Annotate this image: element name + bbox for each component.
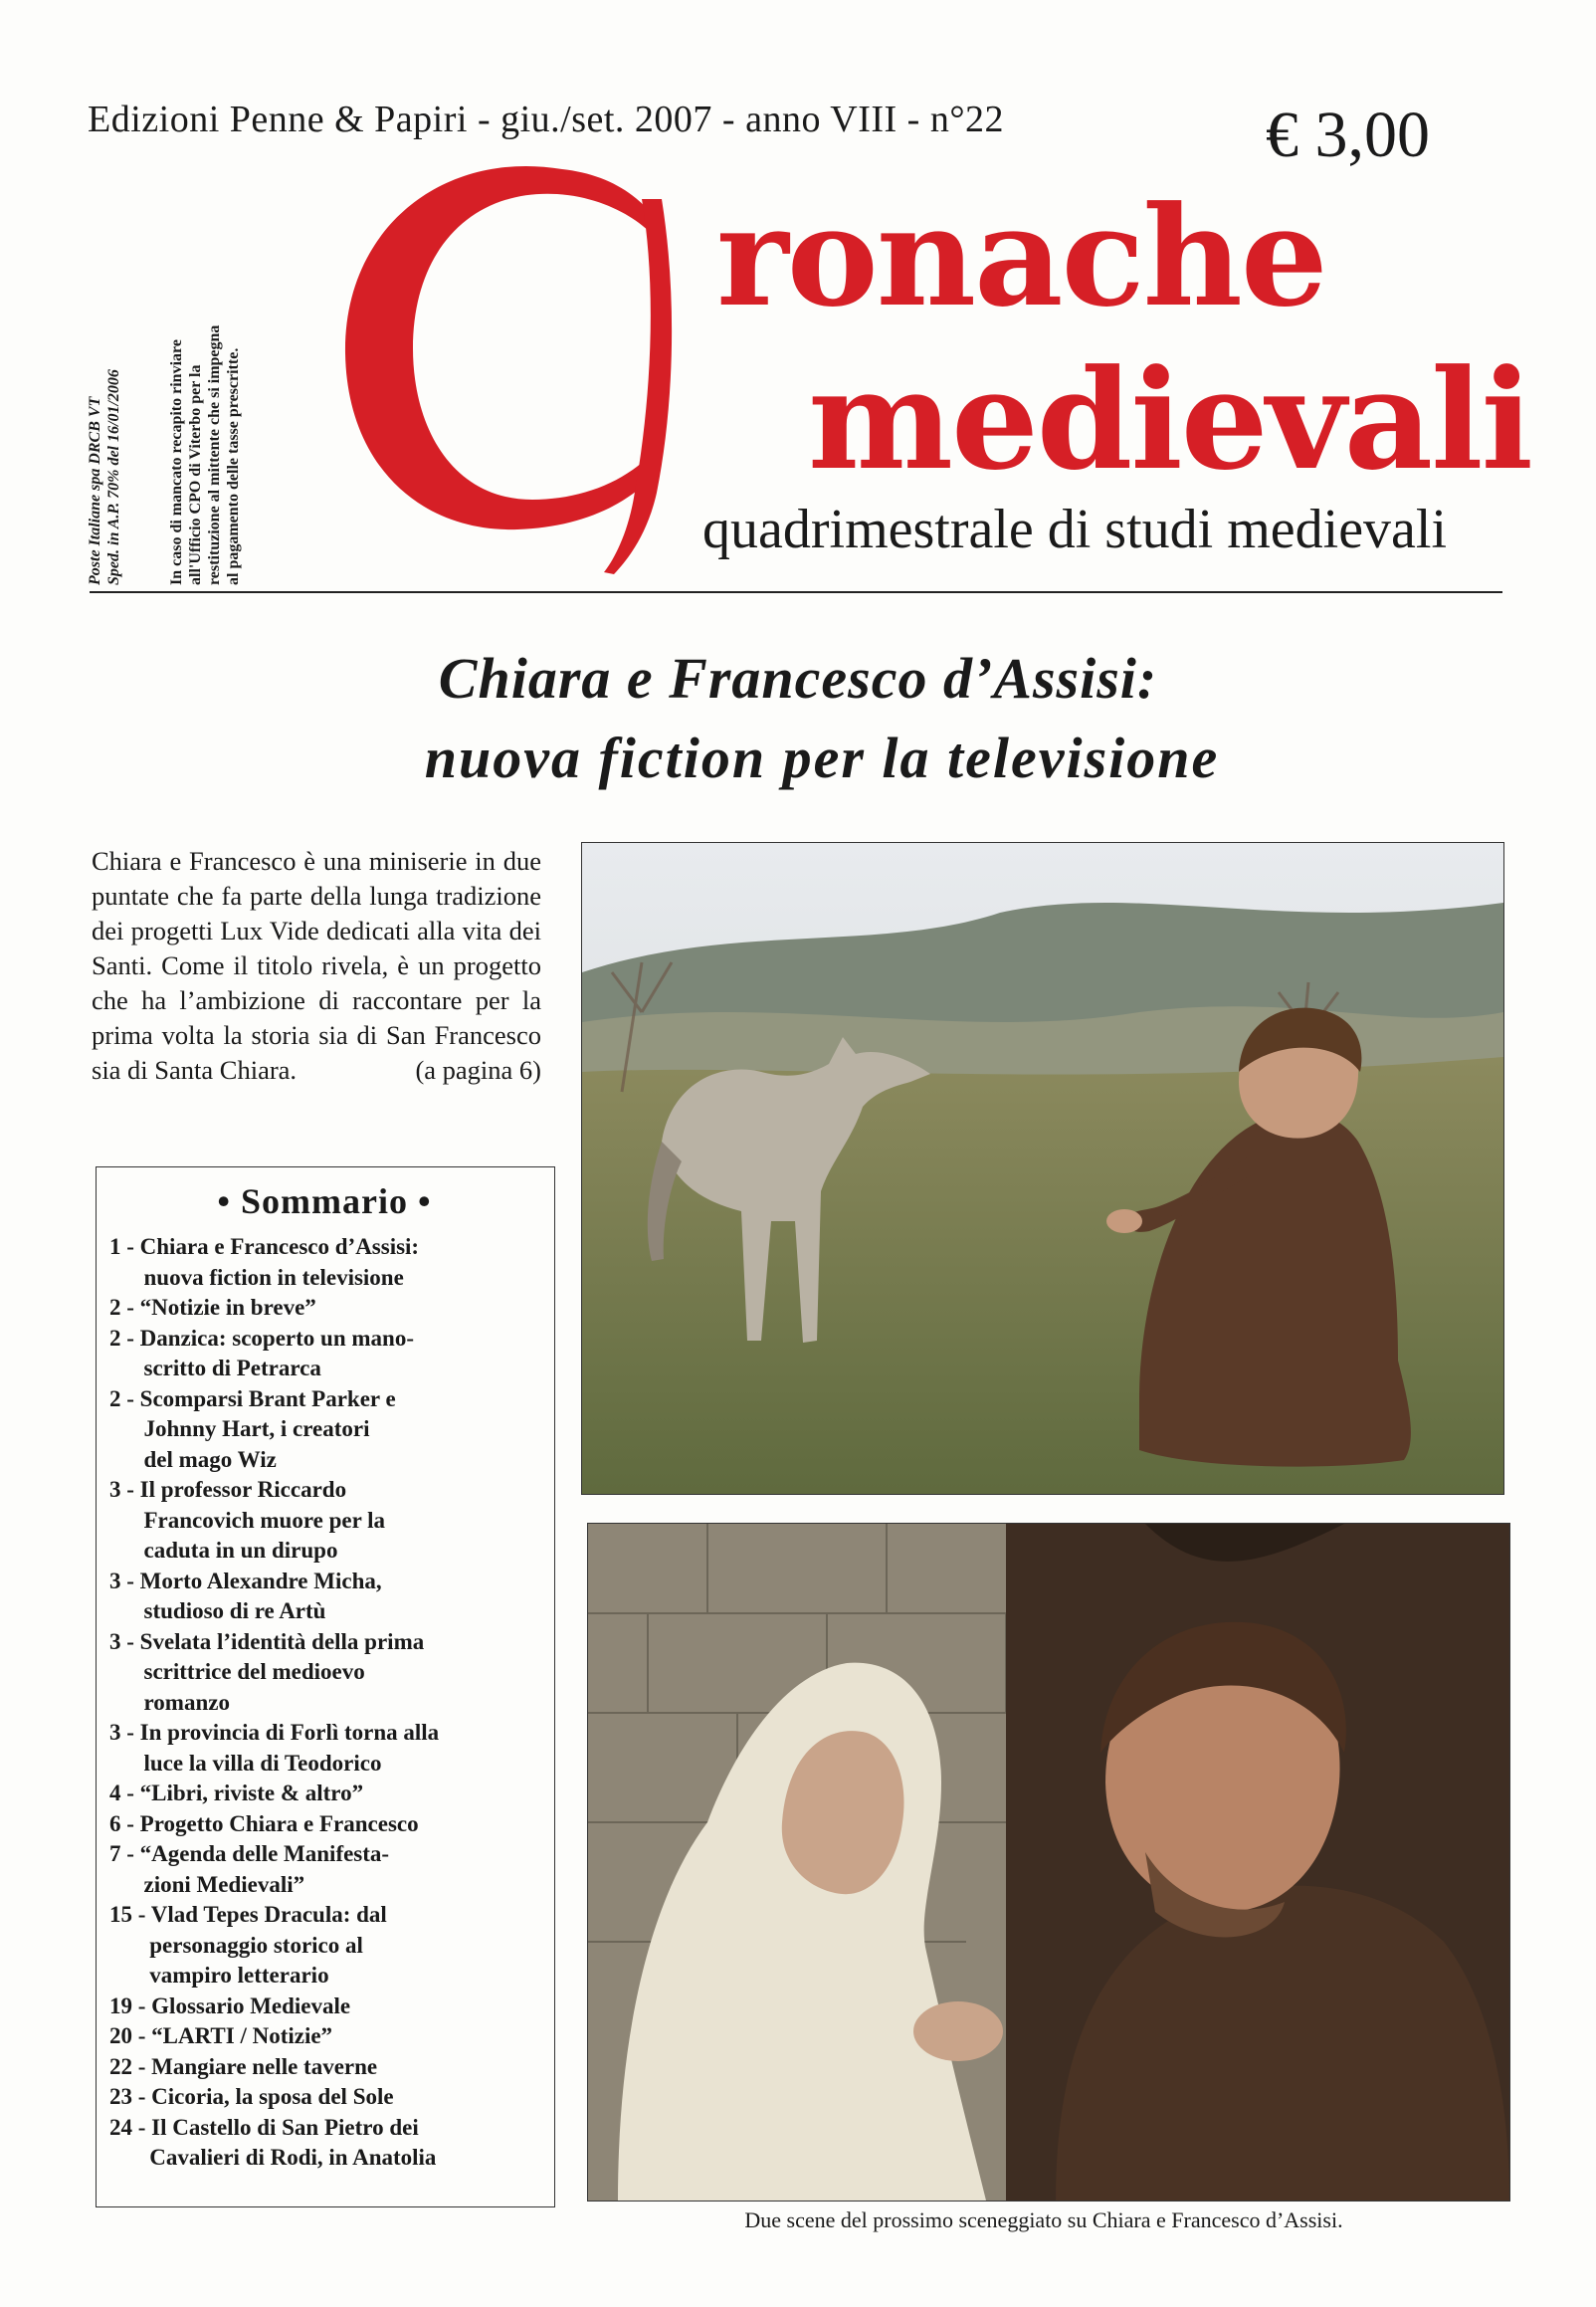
toc-item: 7 - “Agenda delle Manifesta- zioni Medievali”: [109, 1841, 390, 1897]
photo-wolf-and-friar: [581, 842, 1504, 1495]
intro-paragraph: [92, 844, 541, 1088]
toc-item: 19 - Glossario Medievale: [109, 1992, 351, 2018]
toc-item: 2 - Scomparsi Brant Parker e Johnny Hart, i creatori del mago Wiz: [109, 1385, 396, 1472]
headline-line2: nuova fiction per la televisione: [424, 726, 1220, 790]
toc-item: 20 - “LARTI / Notizie”: [109, 2023, 333, 2048]
price: € 3,00: [1266, 99, 1430, 171]
toc-item: 2 - Danzica: scoperto un mano- scritto di Petrarca: [109, 1325, 414, 1380]
masthead-initial-c: [313, 139, 692, 577]
masthead-divider: [90, 591, 1502, 593]
toc-item: 6 - Progetto Chiara e Francesco: [109, 1810, 419, 1836]
photo-caption: Due scene del prossimo sceneggiato su Chiara e Francesco d’Assisi.: [744, 2207, 1343, 2232]
postal-return-notice: In caso di mancato recapito rinviare all'Ufficio CPO di Viterbo per la restituzione al mittente che si impegna al pagamento delle tasse prescritte.: [168, 324, 242, 585]
toc-item: 24 - Il Castello di San Pietro dei Cavalieri di Rodi, in Anatolia: [109, 2114, 437, 2170]
intro-text: Chiara e Francesco è una miniserie in due puntate che fa parte della lunga tradizione dei progetti Lux Vide dedicati alla vita dei Santi. Come il titolo rivela, è un progetto che ha l’ambizione di raccontare per la prima volta la storia sia di San Francesco sia di Santa Chiara.: [92, 846, 541, 1085]
photo-chiara-and-francesco: [587, 1523, 1510, 2202]
toc-item: 3 - Svelata l’identità della prima scrittrice del medioevo romanzo: [109, 1628, 425, 1715]
postal-registration: Poste Italiane spa DRCB VT Sped. in A.P. 70% del 16/01/2006: [87, 369, 122, 585]
table-of-contents: [109, 1232, 547, 2174]
toc-item: 2 - “Notizie in breve”: [109, 1295, 316, 1320]
toc-item: 15 - Vlad Tepes Dracula: dal personaggio storico al vampiro letterario: [109, 1902, 387, 1988]
sommario-title: • Sommario •: [217, 1181, 432, 1221]
toc-item: 1 - Chiara e Francesco d’Assisi: nuova fiction in televisione: [109, 1234, 420, 1290]
publisher-line: Edizioni Penne & Papiri - giu./set. 2007 - anno VIII - n°22: [88, 99, 1005, 140]
toc-item: 22 - Mangiare nelle taverne: [109, 2053, 378, 2079]
toc-item: 3 - Morto Alexandre Micha, studioso di re Artù: [109, 1568, 382, 1623]
headline-line1: Chiara e Francesco d’Assisi:: [438, 646, 1158, 711]
masthead-title-line2: medievali: [808, 338, 1531, 501]
toc-item: 3 - In provincia di Forlì torna alla luce la villa di Teodorico: [109, 1720, 440, 1776]
masthead-title-line1: ronache: [716, 175, 1326, 337]
toc-item: 23 - Cicoria, la sposa del Sole: [109, 2084, 394, 2109]
intro-page-ref: (a pagina 6): [415, 1055, 541, 1085]
masthead-subtitle: quadrimestrale di studi medievali: [702, 499, 1448, 560]
toc-item: 3 - Il professor Riccardo Francovich muore per la caduta in un dirupo: [109, 1477, 386, 1563]
toc-item: 4 - “Libri, riviste & altro”: [109, 1781, 364, 1805]
